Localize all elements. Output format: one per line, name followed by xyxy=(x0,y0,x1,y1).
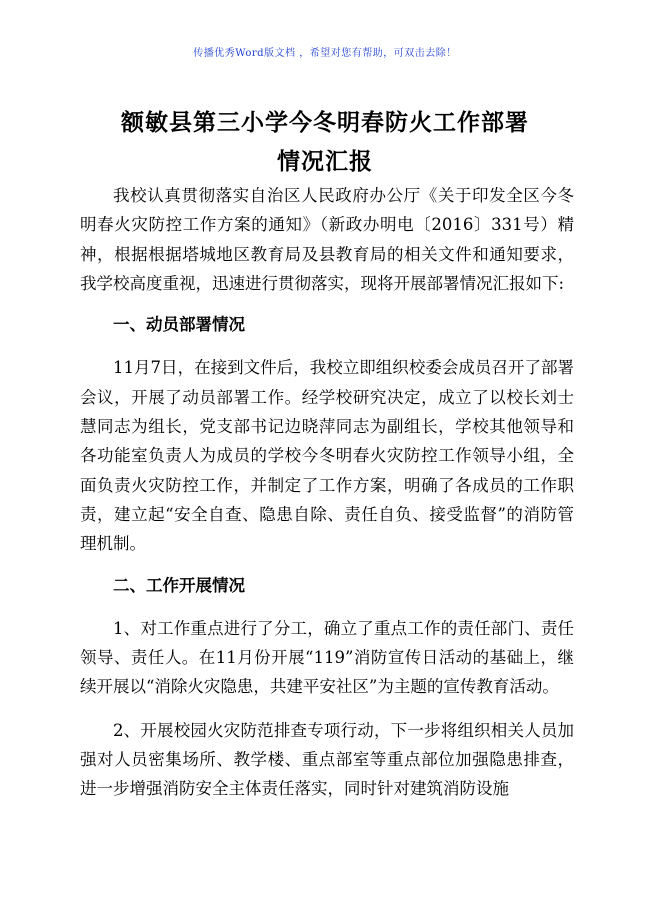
document-title-line-2: 情况汇报 xyxy=(277,149,373,175)
section-2-item-1: 1、对工作重点进行了分工，确立了重点工作的责任部门、责任领导、责任人。在11月份开展“119”消防宣传日活动的基础上，继续开展以“消除火灾隐患，共建平安社区”为主题的宣传教育活动。 xyxy=(80,618,574,697)
document-body xyxy=(80,181,574,804)
section-2-item-2: 2、开展校园火灾防范排查专项行动，下一步将组织相关人员加强对人员密集场所、教学楼、重点部室等重点部位加强隐患排查，进一步增强消防安全主体责任落实，同时针对建筑消防设施 xyxy=(80,720,574,799)
section-1-paragraph: 11月7日，在接到文件后，我校立即组织校委会成员召开了部署会议，开展了动员部署工作。经学校研究决定，成立了以校长刘士慧同志为组长，党支部书记边晓萍同志为副组长，学校其他领导和各功能室负责人为成员的学校今冬明春火灾防控工作领导小组，全面负责火灾防控工作，并制定了工作方案，明确了各成员的工作职责，建立起“安全自查、隐患自除、责任自负、接受监督”的消防管理机制。 xyxy=(80,358,574,554)
section-1-heading: 一、动员部署情况 xyxy=(113,315,245,335)
header-banner: 传播优秀Word版文档 ，希望对您有帮助，可双击去除！ xyxy=(193,48,457,59)
section-2-heading: 二、工作开展情况 xyxy=(113,575,245,595)
document-title-line-1: 额敏县第三小学今冬明春防火工作部署 xyxy=(121,110,529,136)
intro-paragraph: 我校认真贯彻落实自治区人民政府办公厅《关于印发全区今冬明春火灾防控工作方案的通知》（新政办明电〔2016〕331号）精神，根据根据塔城地区教育局及县教育局的相关文件和通知要求，我学校高度重视，迅速进行贯彻落实，现将开展部署情况汇报如下: xyxy=(80,186,574,293)
